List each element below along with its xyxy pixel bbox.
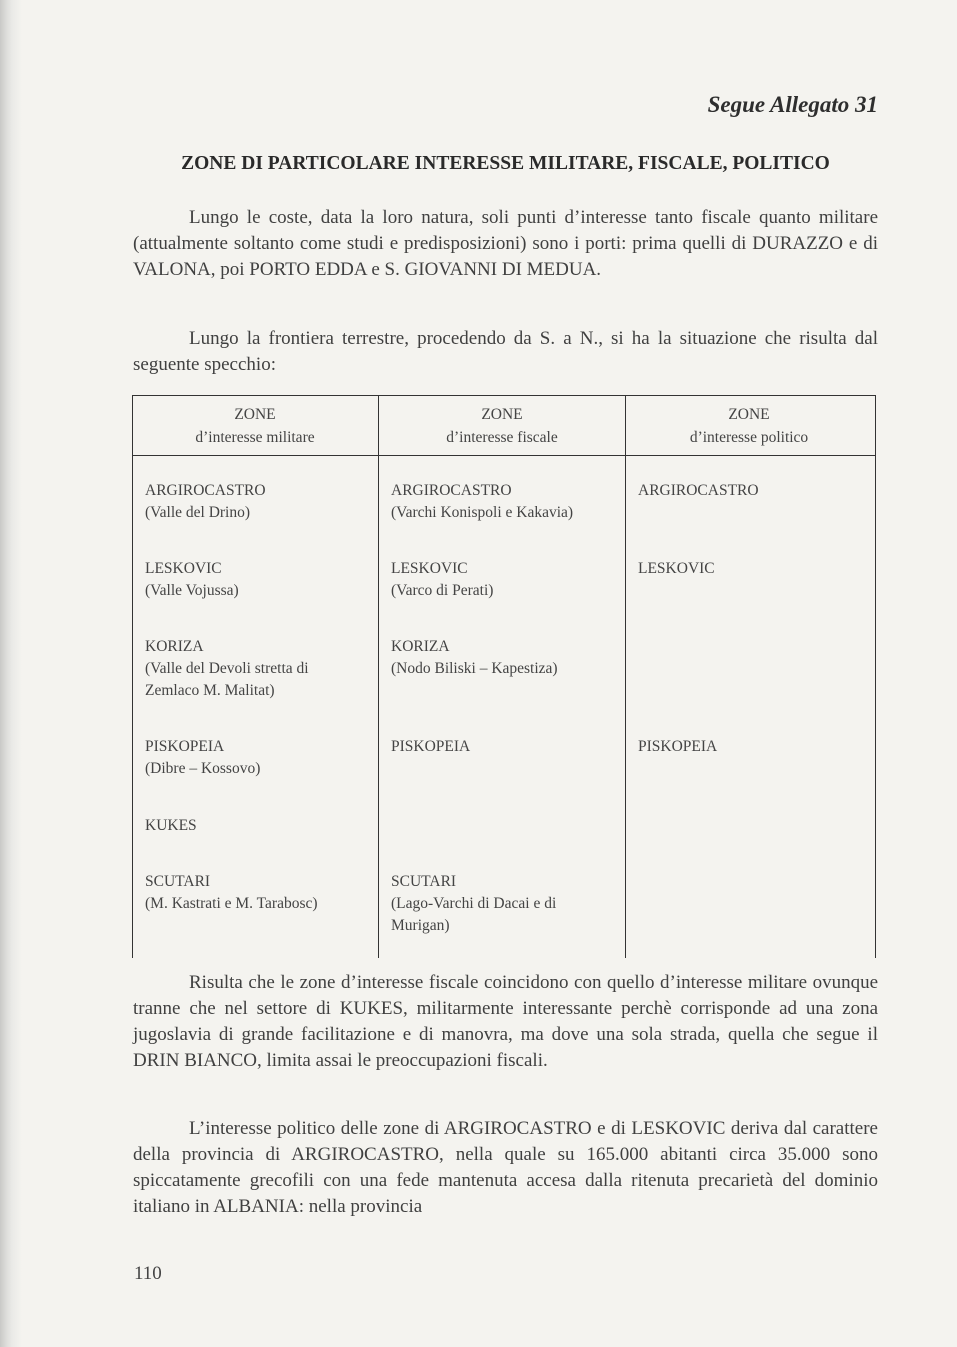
cell-line: (Lago-Varchi di Dacai e di bbox=[391, 895, 557, 912]
table-cell-politico bbox=[638, 736, 868, 758]
cell-line: (Valle del Devoli stretta di bbox=[145, 660, 309, 677]
cell-line: Murigan) bbox=[391, 917, 450, 934]
header-sublabel: d’interesse politico bbox=[689, 429, 809, 446]
table-cell-fiscale bbox=[391, 558, 621, 602]
cell-line: ARGIROCASTRO bbox=[638, 482, 759, 499]
header-label: ZONE bbox=[481, 406, 523, 423]
table-cell-fiscale bbox=[391, 736, 621, 758]
table-cell-fiscale bbox=[391, 636, 621, 680]
cell-line: (M. Kastrati e M. Tarabosc) bbox=[145, 895, 318, 912]
table-header-divider bbox=[132, 455, 876, 456]
header-sublabel: d’interesse fiscale bbox=[446, 429, 558, 446]
header-label: ZONE bbox=[234, 406, 276, 423]
table-cell-militare bbox=[145, 815, 375, 837]
cell-line: SCUTARI bbox=[391, 873, 457, 890]
paragraph-coasts-text: Lungo le coste, data la loro natura, soli punti d’interesse tanto fiscale quanto militare (attualmente soltanto come studi e predisposizioni) sono i porti: prima quelli di DURAZZO e di VALONA, poi PORTO EDDA e S. GIOVANNI DI MEDUA. bbox=[133, 207, 878, 280]
cell-line: (Valle Vojussa) bbox=[145, 582, 239, 599]
table-cell-fiscale bbox=[391, 480, 621, 524]
cell-line: (Valle del Drino) bbox=[145, 504, 251, 521]
paragraph-land-frontier-text: Lungo la frontiera terrestre, procedendo da S. a N., si ha la situazione che risulta dal seguente specchio: bbox=[133, 328, 878, 375]
paragraph-result bbox=[133, 970, 878, 1074]
cell-line: (Dibre – Kossovo) bbox=[145, 760, 261, 777]
table-header-politico bbox=[626, 403, 872, 449]
table-cell-militare bbox=[145, 480, 375, 524]
cell-line: (Varco di Perati) bbox=[391, 582, 494, 599]
table-cell-militare bbox=[145, 636, 375, 702]
running-head: Segue Allegato 31 bbox=[707, 92, 878, 117]
cell-line: PISKOPEIA bbox=[391, 738, 471, 755]
paragraph-political-interest-text: L’interesse politico delle zone di ARGIROCASTRO e di LESKOVIC deriva dal carattere della provincia di ARGIROCASTRO, nella quale su 165.000 abitanti circa 35.000 sono spiccatamente grecofili con una fede mantenuta accesa dalla ritenuta precarietà del dominio italiano in ALBANIA: nella provincia bbox=[133, 1118, 878, 1217]
cell-line: KORIZA bbox=[391, 638, 450, 655]
cell-line: KUKES bbox=[145, 817, 197, 834]
table-cell-politico bbox=[638, 480, 868, 502]
table-header-fiscale bbox=[379, 403, 625, 449]
cell-line: PISKOPEIA bbox=[638, 738, 718, 755]
table-cell-militare bbox=[145, 736, 375, 780]
cell-line: PISKOPEIA bbox=[145, 738, 225, 755]
cell-line: (Varchi Konispoli e Kakavia) bbox=[391, 504, 574, 521]
paragraph-result-text: Risulta che le zone d’interesse fiscale coincidono con quello d’interesse militare ovunque tranne che nel settore di KUKES, militarmente interessante perchè corrisponde ad una zona jugoslavia di grande facilitazione e di manovra, ma dove una sola strada, quella che segue il DRIN BIANCO, limita assai le preoccupazioni fiscali. bbox=[133, 972, 878, 1071]
cell-line: KORIZA bbox=[145, 638, 204, 655]
cell-line: ARGIROCASTRO bbox=[391, 482, 512, 499]
table-cell-politico bbox=[638, 558, 868, 580]
cell-line: Zemlaco M. Malitat) bbox=[145, 682, 275, 699]
cell-line: LESKOVIC bbox=[145, 560, 222, 577]
table-header-militare bbox=[132, 403, 378, 449]
paragraph-political-interest bbox=[133, 1116, 878, 1220]
cell-line: SCUTARI bbox=[145, 873, 211, 890]
table-column-divider bbox=[378, 395, 379, 958]
paragraph-coasts bbox=[133, 205, 878, 283]
table-cell-militare bbox=[145, 871, 375, 915]
cell-line: LESKOVIC bbox=[638, 560, 715, 577]
page-title: ZONE DI PARTICOLARE INTERESSE MILITARE, FISCALE, POLITICO bbox=[181, 153, 830, 174]
table-cell-militare bbox=[145, 558, 375, 602]
page-number: 110 bbox=[134, 1263, 162, 1284]
page-binding-shadow bbox=[0, 0, 22, 1347]
paragraph-land-frontier bbox=[133, 326, 878, 378]
cell-line: (Nodo Biliski – Kapestiza) bbox=[391, 660, 558, 677]
header-label: ZONE bbox=[728, 406, 770, 423]
table-cell-fiscale bbox=[391, 871, 621, 937]
cell-line: ARGIROCASTRO bbox=[145, 482, 266, 499]
header-sublabel: d’interesse militare bbox=[195, 429, 315, 446]
cell-line: LESKOVIC bbox=[391, 560, 468, 577]
table-column-divider bbox=[625, 395, 626, 958]
